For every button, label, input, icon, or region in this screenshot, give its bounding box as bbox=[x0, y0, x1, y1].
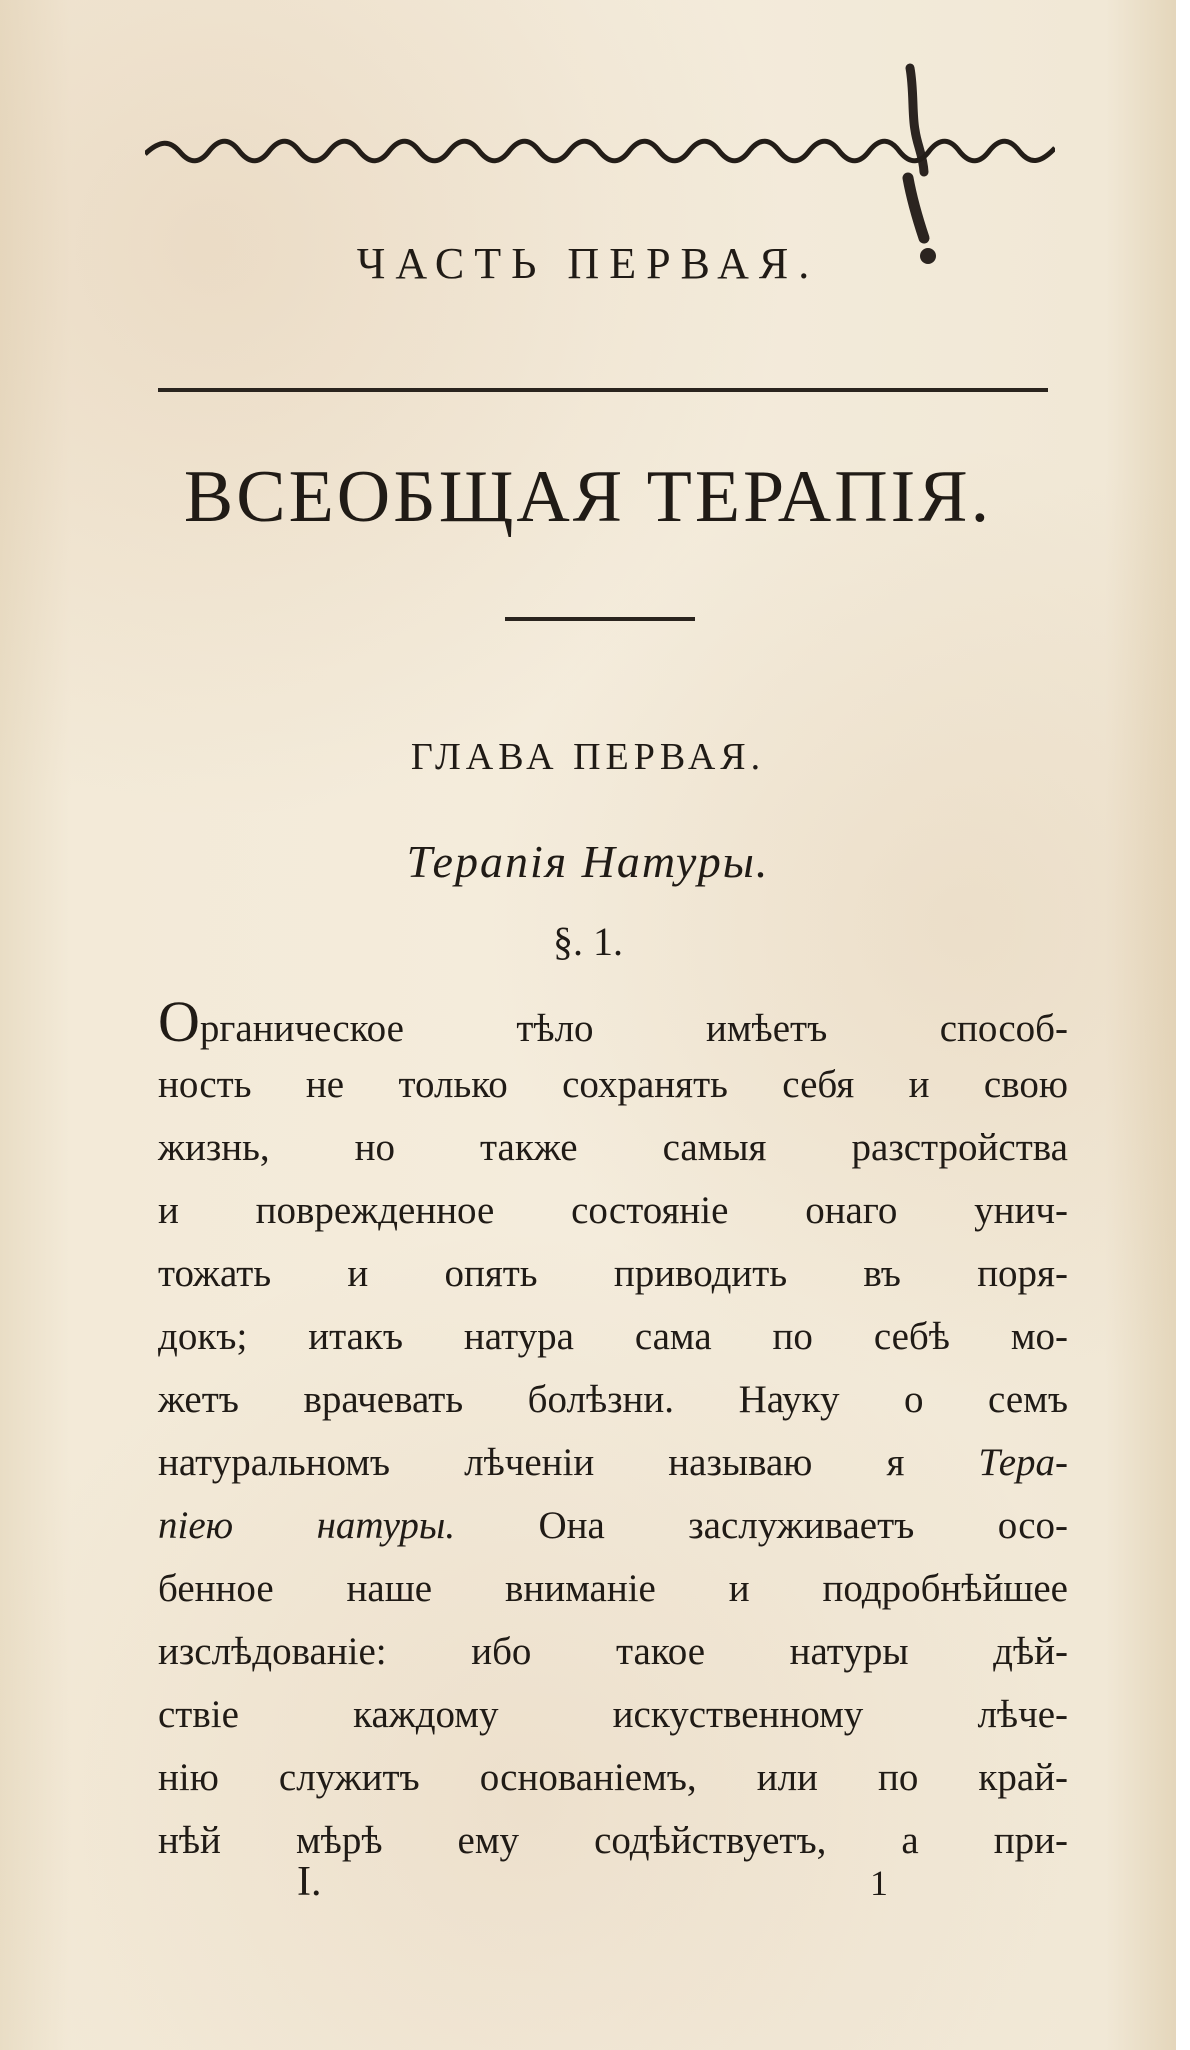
text-line: нію служитъ основаніемъ, или по край- bbox=[158, 1756, 1068, 1799]
body-text bbox=[158, 990, 1068, 1872]
text-line: натуральномъ лѣченіи называю я Тера- bbox=[158, 1441, 1068, 1484]
text-line: и поврежденное состояніе онаго унич- bbox=[158, 1189, 1068, 1232]
horizontal-rule bbox=[158, 388, 1048, 392]
main-title: ВСЕОБЩАЯ ТЕРАПІЯ. bbox=[183, 456, 993, 538]
text-line: піею натуры. Она заслуживаетъ осо- bbox=[158, 1504, 1068, 1547]
text-line: тожать и опять приводить въ поря- bbox=[158, 1252, 1068, 1295]
section-number: §. 1. bbox=[553, 919, 623, 964]
signature-mark: I. bbox=[297, 1859, 322, 1905]
short-rule bbox=[505, 617, 695, 621]
chapter-subtitle: Терапія Натуры. bbox=[406, 836, 770, 887]
text-line: Органическое тѣло имѣетъ способ- bbox=[158, 989, 1068, 1054]
wave-ornament-divider bbox=[145, 130, 1055, 170]
chapter-heading: ГЛАВА ПЕРВАЯ. bbox=[410, 736, 766, 778]
text-line: бенное наше вниманіе и подробнѣйшее bbox=[158, 1567, 1068, 1610]
text-line: ствіе каждому искуственному лѣче- bbox=[158, 1693, 1068, 1736]
page-number: 1 bbox=[870, 1863, 888, 1903]
text-line: ность не только сохранять себя и свою bbox=[158, 1063, 1068, 1106]
text-line: жетъ врачевать болѣзни. Науку о семъ bbox=[158, 1378, 1068, 1421]
text-line: нѣй мѣрѣ ему содѣйствуетъ, а при- bbox=[158, 1819, 1068, 1862]
text-line: изслѣдованіе: ибо такое натуры дѣй- bbox=[158, 1630, 1068, 1673]
text-line: жизнь, но также самыя разстройства bbox=[158, 1126, 1068, 1169]
part-title: ЧАСТЬ ПЕРВАЯ. bbox=[356, 239, 820, 288]
drop-cap: О bbox=[158, 989, 200, 1054]
text-line: докъ; итакъ натура сама по себѣ мо- bbox=[158, 1315, 1068, 1358]
